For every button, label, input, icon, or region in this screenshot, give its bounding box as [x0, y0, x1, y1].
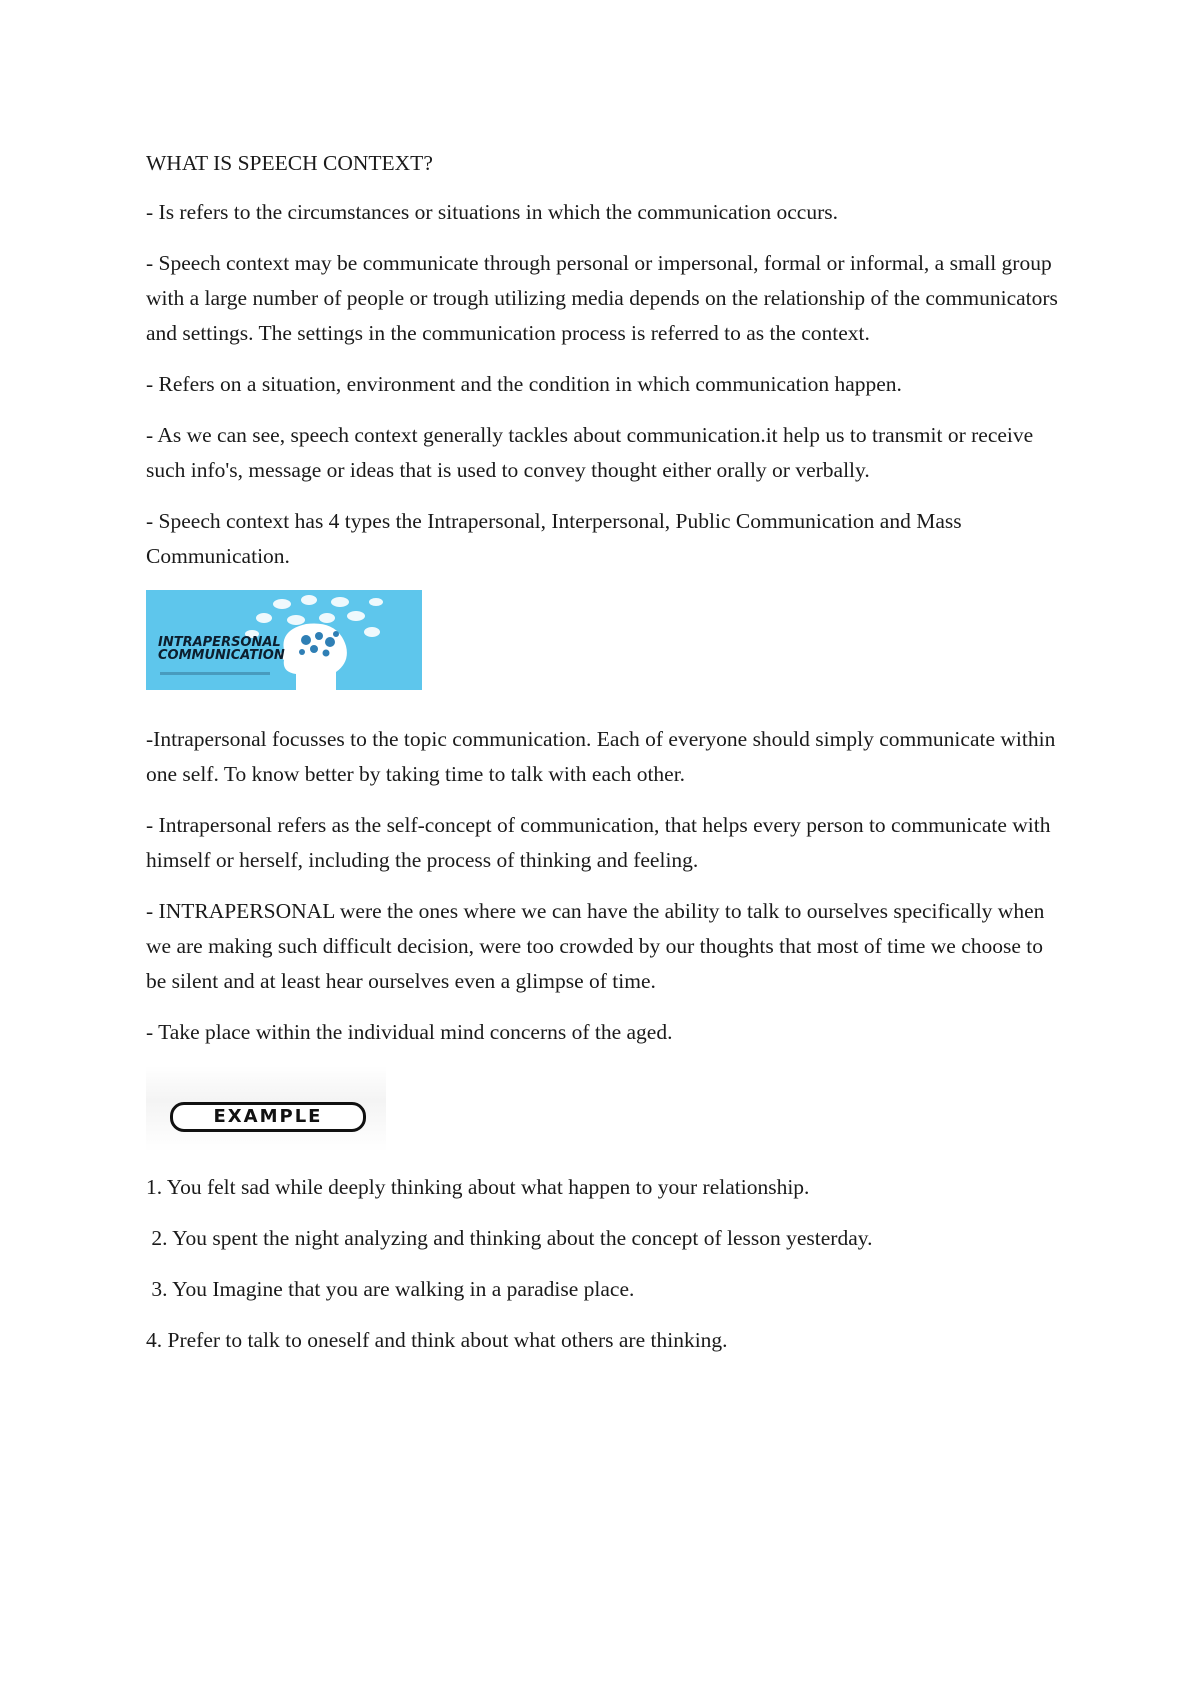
paragraph: - INTRAPERSONAL were the ones where we can have the ability to talk to ourselves specifically when we are making such difficult decision, were too crowded by our thoughts that most of time we choose to be silent and at least hear ourselves even a glimpse of time. — [146, 899, 1045, 993]
example-item: 2. You spent the night analyzing and thinking about the concept of lesson yesterday. — [146, 1226, 873, 1250]
example-badge: EXAMPLE — [170, 1102, 366, 1132]
example-item: 4. Prefer to talk to oneself and think about what others are thinking. — [146, 1328, 728, 1352]
paragraph: - Speech context has 4 types the Intrapersonal, Interpersonal, Public Communication and Mass Communication. — [146, 509, 962, 568]
paragraph: -Intrapersonal focusses to the topic communication. Each of everyone should simply communicate within one self. To know better by taking time to talk with each other. — [146, 727, 1056, 786]
paragraph: - Is refers to the circumstances or situations in which the communication occurs. — [146, 200, 838, 224]
banner-line-1: INTRAPERSONAL — [158, 635, 281, 650]
paragraph: - Refers on a situation, environment and the condition in which communication happen. — [146, 372, 902, 396]
example-item: 3. You Imagine that you are walking in a paradise place. — [146, 1277, 635, 1301]
banner-subtitle-line — [160, 672, 270, 675]
document-title: WHAT IS SPEECH CONTEXT? — [146, 151, 433, 175]
intrapersonal-communication-image — [146, 590, 422, 690]
paragraph: - As we can see, speech context generally tackles about communication.it help us to transmit or receive such info's, message or ideas that is used to convey thought either orally or verbally. — [146, 423, 1034, 482]
document-body — [146, 146, 1066, 1374]
banner-line-2: COMMUNICATION — [158, 648, 285, 663]
example-image — [146, 1066, 386, 1152]
banner-title — [158, 636, 285, 662]
example-item: 1. You felt sad while deeply thinking about what happen to your relationship. — [146, 1175, 810, 1199]
paragraph: - Intrapersonal refers as the self-concept of communication, that helps every person to communicate with himself or herself, including the process of thinking and feeling. — [146, 813, 1051, 872]
paragraph: - Speech context may be communicate through personal or impersonal, formal or informal, a small group with a large number of people or trough utilizing media depends on the relationship of the communicators and settings. The settings in the communication process is referred to as the context. — [146, 251, 1058, 345]
paragraph: - Take place within the individual mind concerns of the aged. — [146, 1020, 673, 1044]
